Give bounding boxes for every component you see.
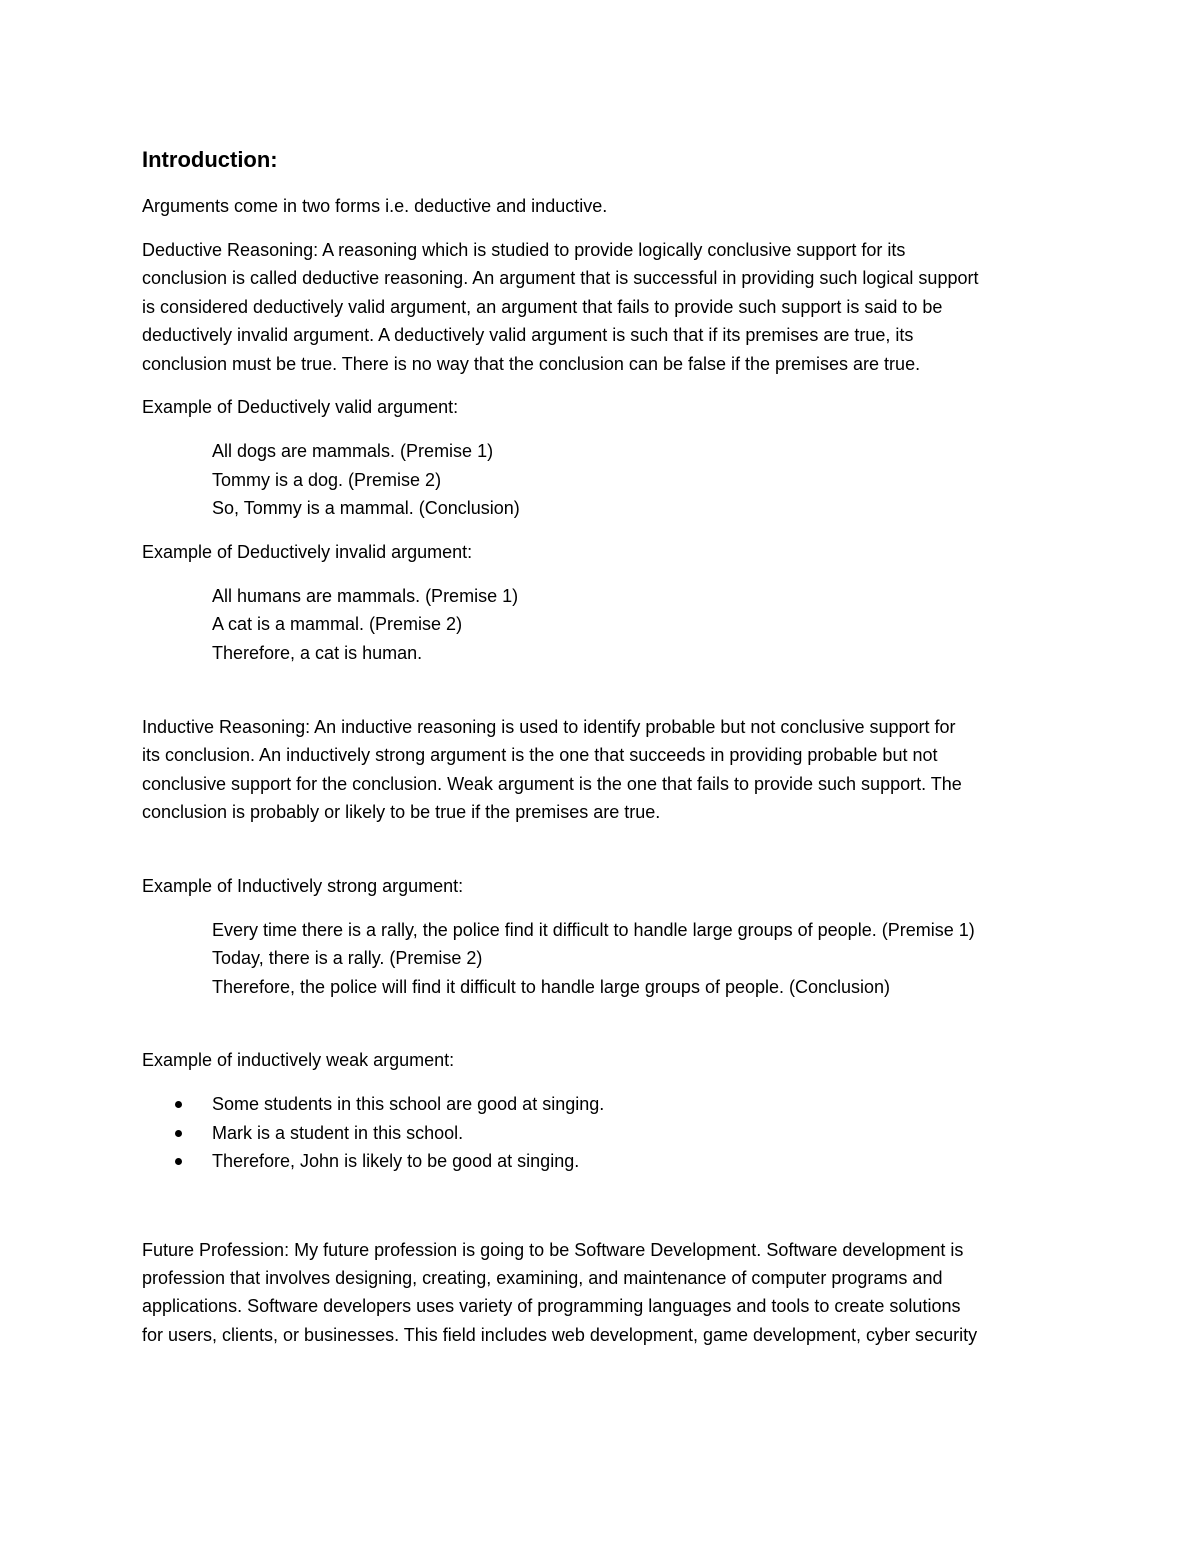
list-item bbox=[142, 1147, 1062, 1175]
example-line: All humans are mammals. (Premise 1) bbox=[212, 585, 519, 606]
example-line: So, Tommy is a mammal. (Conclusion) bbox=[212, 498, 520, 519]
deductive-valid-example bbox=[212, 437, 1062, 522]
paragraph-line: is considered deductively valid argument, an argument that fails to provide such support is said to be bbox=[142, 296, 943, 317]
paragraph-line: for users, clients, or businesses. This field includes web development, game development, cyber security bbox=[142, 1324, 978, 1345]
example-line: Therefore, a cat is human. bbox=[212, 642, 423, 663]
paragraph-line: its conclusion. An inductively strong argument is the one that succeeds in providing probable but not bbox=[142, 745, 938, 766]
blank-line bbox=[142, 1176, 1062, 1236]
blank-line bbox=[142, 683, 1062, 713]
paragraph-line: Future Profession: My future profession is going to be Software Development. Software development is bbox=[142, 1239, 964, 1260]
example-line: Every time there is a rally, the police find it difficult to handle large groups of people. (Premise 1) bbox=[212, 919, 975, 940]
future-profession-paragraph bbox=[142, 1236, 1062, 1350]
paragraph-line: Deductive Reasoning: A reasoning which is studied to provide logically conclusive support for its bbox=[142, 239, 906, 260]
deductive-invalid-example bbox=[212, 582, 1062, 667]
blank-line bbox=[142, 1016, 1062, 1046]
intro-paragraph: Arguments come in two forms i.e. deductive and inductive. bbox=[142, 196, 608, 216]
example-line: Today, there is a rally. (Premise 2) bbox=[212, 948, 483, 969]
list-item-text: Therefore, John is likely to be good at singing. bbox=[212, 1151, 580, 1172]
paragraph-line: profession that involves designing, creating, examining, and maintenance of computer programs and bbox=[142, 1267, 943, 1288]
list-item bbox=[142, 1090, 1062, 1118]
paragraph-line: Inductive Reasoning: An inductive reasoning is used to identify probable but not conclusive support for bbox=[142, 716, 956, 737]
example-line: A cat is a mammal. (Premise 2) bbox=[212, 614, 463, 635]
paragraph-line: conclusion is called deductive reasoning. An argument that is successful in providing such logical support bbox=[142, 268, 979, 289]
paragraph-line: conclusion must be true. There is no way that the conclusion can be false if the premises are true. bbox=[142, 353, 921, 374]
paragraph-line: applications. Software developers uses variety of programming languages and tools to create solutions bbox=[142, 1296, 961, 1317]
list-item-text: Some students in this school are good at singing. bbox=[212, 1094, 605, 1115]
page-title: Introduction: bbox=[142, 147, 278, 172]
list-item bbox=[142, 1119, 1062, 1147]
list-item-text: Mark is a student in this school. bbox=[212, 1122, 464, 1143]
blank-line bbox=[142, 842, 1062, 872]
paragraph-line: conclusive support for the conclusion. Weak argument is the one that fails to provide such support. The bbox=[142, 773, 962, 794]
paragraph-line: conclusion is probably or likely to be true if the premises are true. bbox=[142, 801, 661, 822]
bullet-icon bbox=[175, 1130, 182, 1137]
bullet-icon bbox=[175, 1158, 182, 1165]
bullet-icon bbox=[175, 1101, 182, 1108]
deductive-invalid-label: Example of Deductively invalid argument: bbox=[142, 542, 473, 563]
inductive-reasoning-paragraph bbox=[142, 713, 1062, 827]
inductive-strong-label: Example of Inductively strong argument: bbox=[142, 875, 464, 896]
inductive-strong-example bbox=[212, 916, 1062, 1001]
deductive-valid-label: Example of Deductively valid argument: bbox=[142, 397, 459, 418]
inductive-weak-list bbox=[142, 1090, 1062, 1175]
example-line: All dogs are mammals. (Premise 1) bbox=[212, 441, 494, 462]
inductive-weak-label: Example of inductively weak argument: bbox=[142, 1050, 455, 1071]
example-line: Tommy is a dog. (Premise 2) bbox=[212, 469, 442, 490]
document-page bbox=[142, 140, 1062, 1365]
example-line: Therefore, the police will find it difficult to handle large groups of people. (Conclusion) bbox=[212, 976, 891, 997]
deductive-reasoning-paragraph bbox=[142, 236, 1062, 378]
paragraph-line: deductively invalid argument. A deductively valid argument is such that if its premises are true, its bbox=[142, 325, 914, 346]
